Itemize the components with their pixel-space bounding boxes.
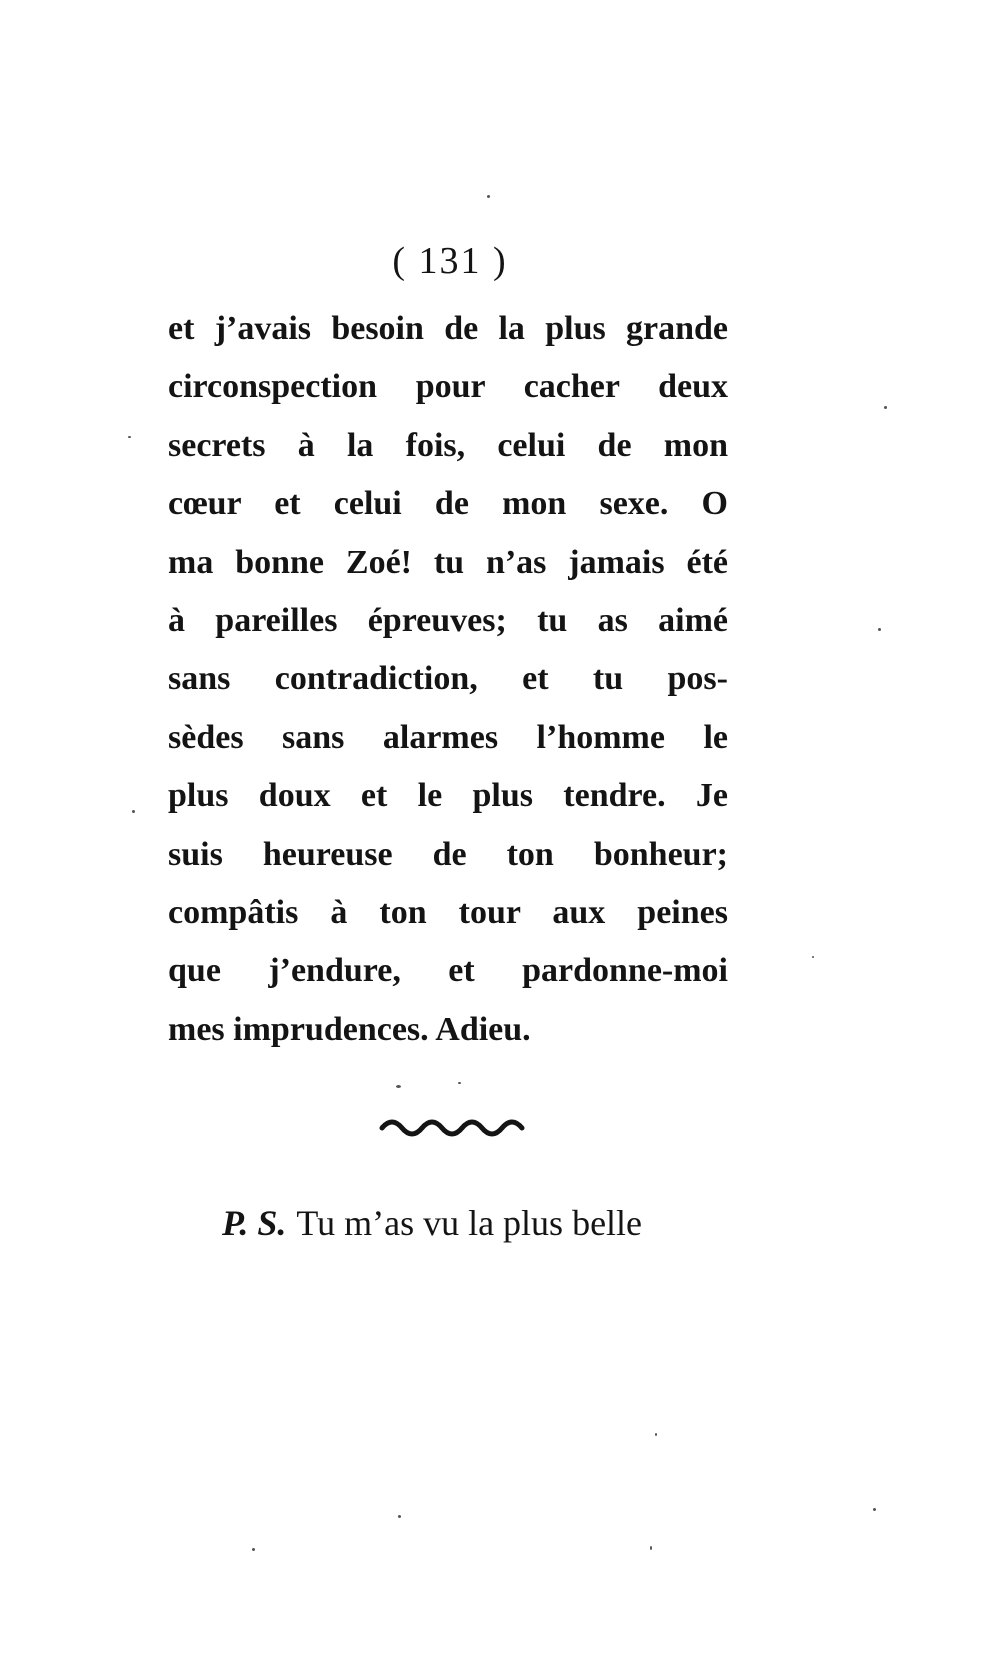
scan-speck [487,195,490,198]
page-number: ( 131 ) [392,240,508,282]
text-line: suis heureuse de ton bonheur; [168,835,728,873]
wave-ornament [378,1112,528,1142]
text-line: compâtis à ton tour aux peines [168,893,728,931]
text-line: secrets à la fois, celui de mon [168,426,728,464]
text-line: à pareilles épreuves; tu as aimé [168,601,728,639]
text-line: sèdes sans alarmes l’homme le [168,718,728,756]
scan-speck [398,1515,401,1518]
text-line: plus doux et le plus tendre. Je [168,777,728,815]
text-line: que j’endure, et pardonne-moi [168,952,728,990]
scan-speck [655,1433,657,1436]
postscript-label: P. S. [222,1203,287,1243]
text-line: et j’avais besoin de la plus grande [168,310,728,347]
scan-speck [132,810,135,813]
scan-speck [812,956,814,958]
text-line: sans contradiction, et tu pos- [168,660,728,698]
body-text [168,300,728,1059]
scan-speck [873,1508,876,1511]
postscript-line [222,1198,742,1248]
text-line: cœur et celui de mon sexe. O [168,485,728,523]
scan-speck [252,1548,255,1551]
scan-speck [458,1082,461,1084]
scan-speck [396,1085,401,1088]
scan-speck [128,436,131,438]
scan-speck [650,1546,652,1550]
postscript-text: Tu m’as vu la plus belle [296,1203,643,1243]
text-line: circonspection pour cacher deux [168,368,728,406]
text-line: mes imprudences. Adieu. [168,1010,531,1048]
scan-speck [878,628,881,631]
text-line: ma bonne Zoé! tu n’as jamais été [168,543,728,581]
scan-speck [884,406,887,409]
